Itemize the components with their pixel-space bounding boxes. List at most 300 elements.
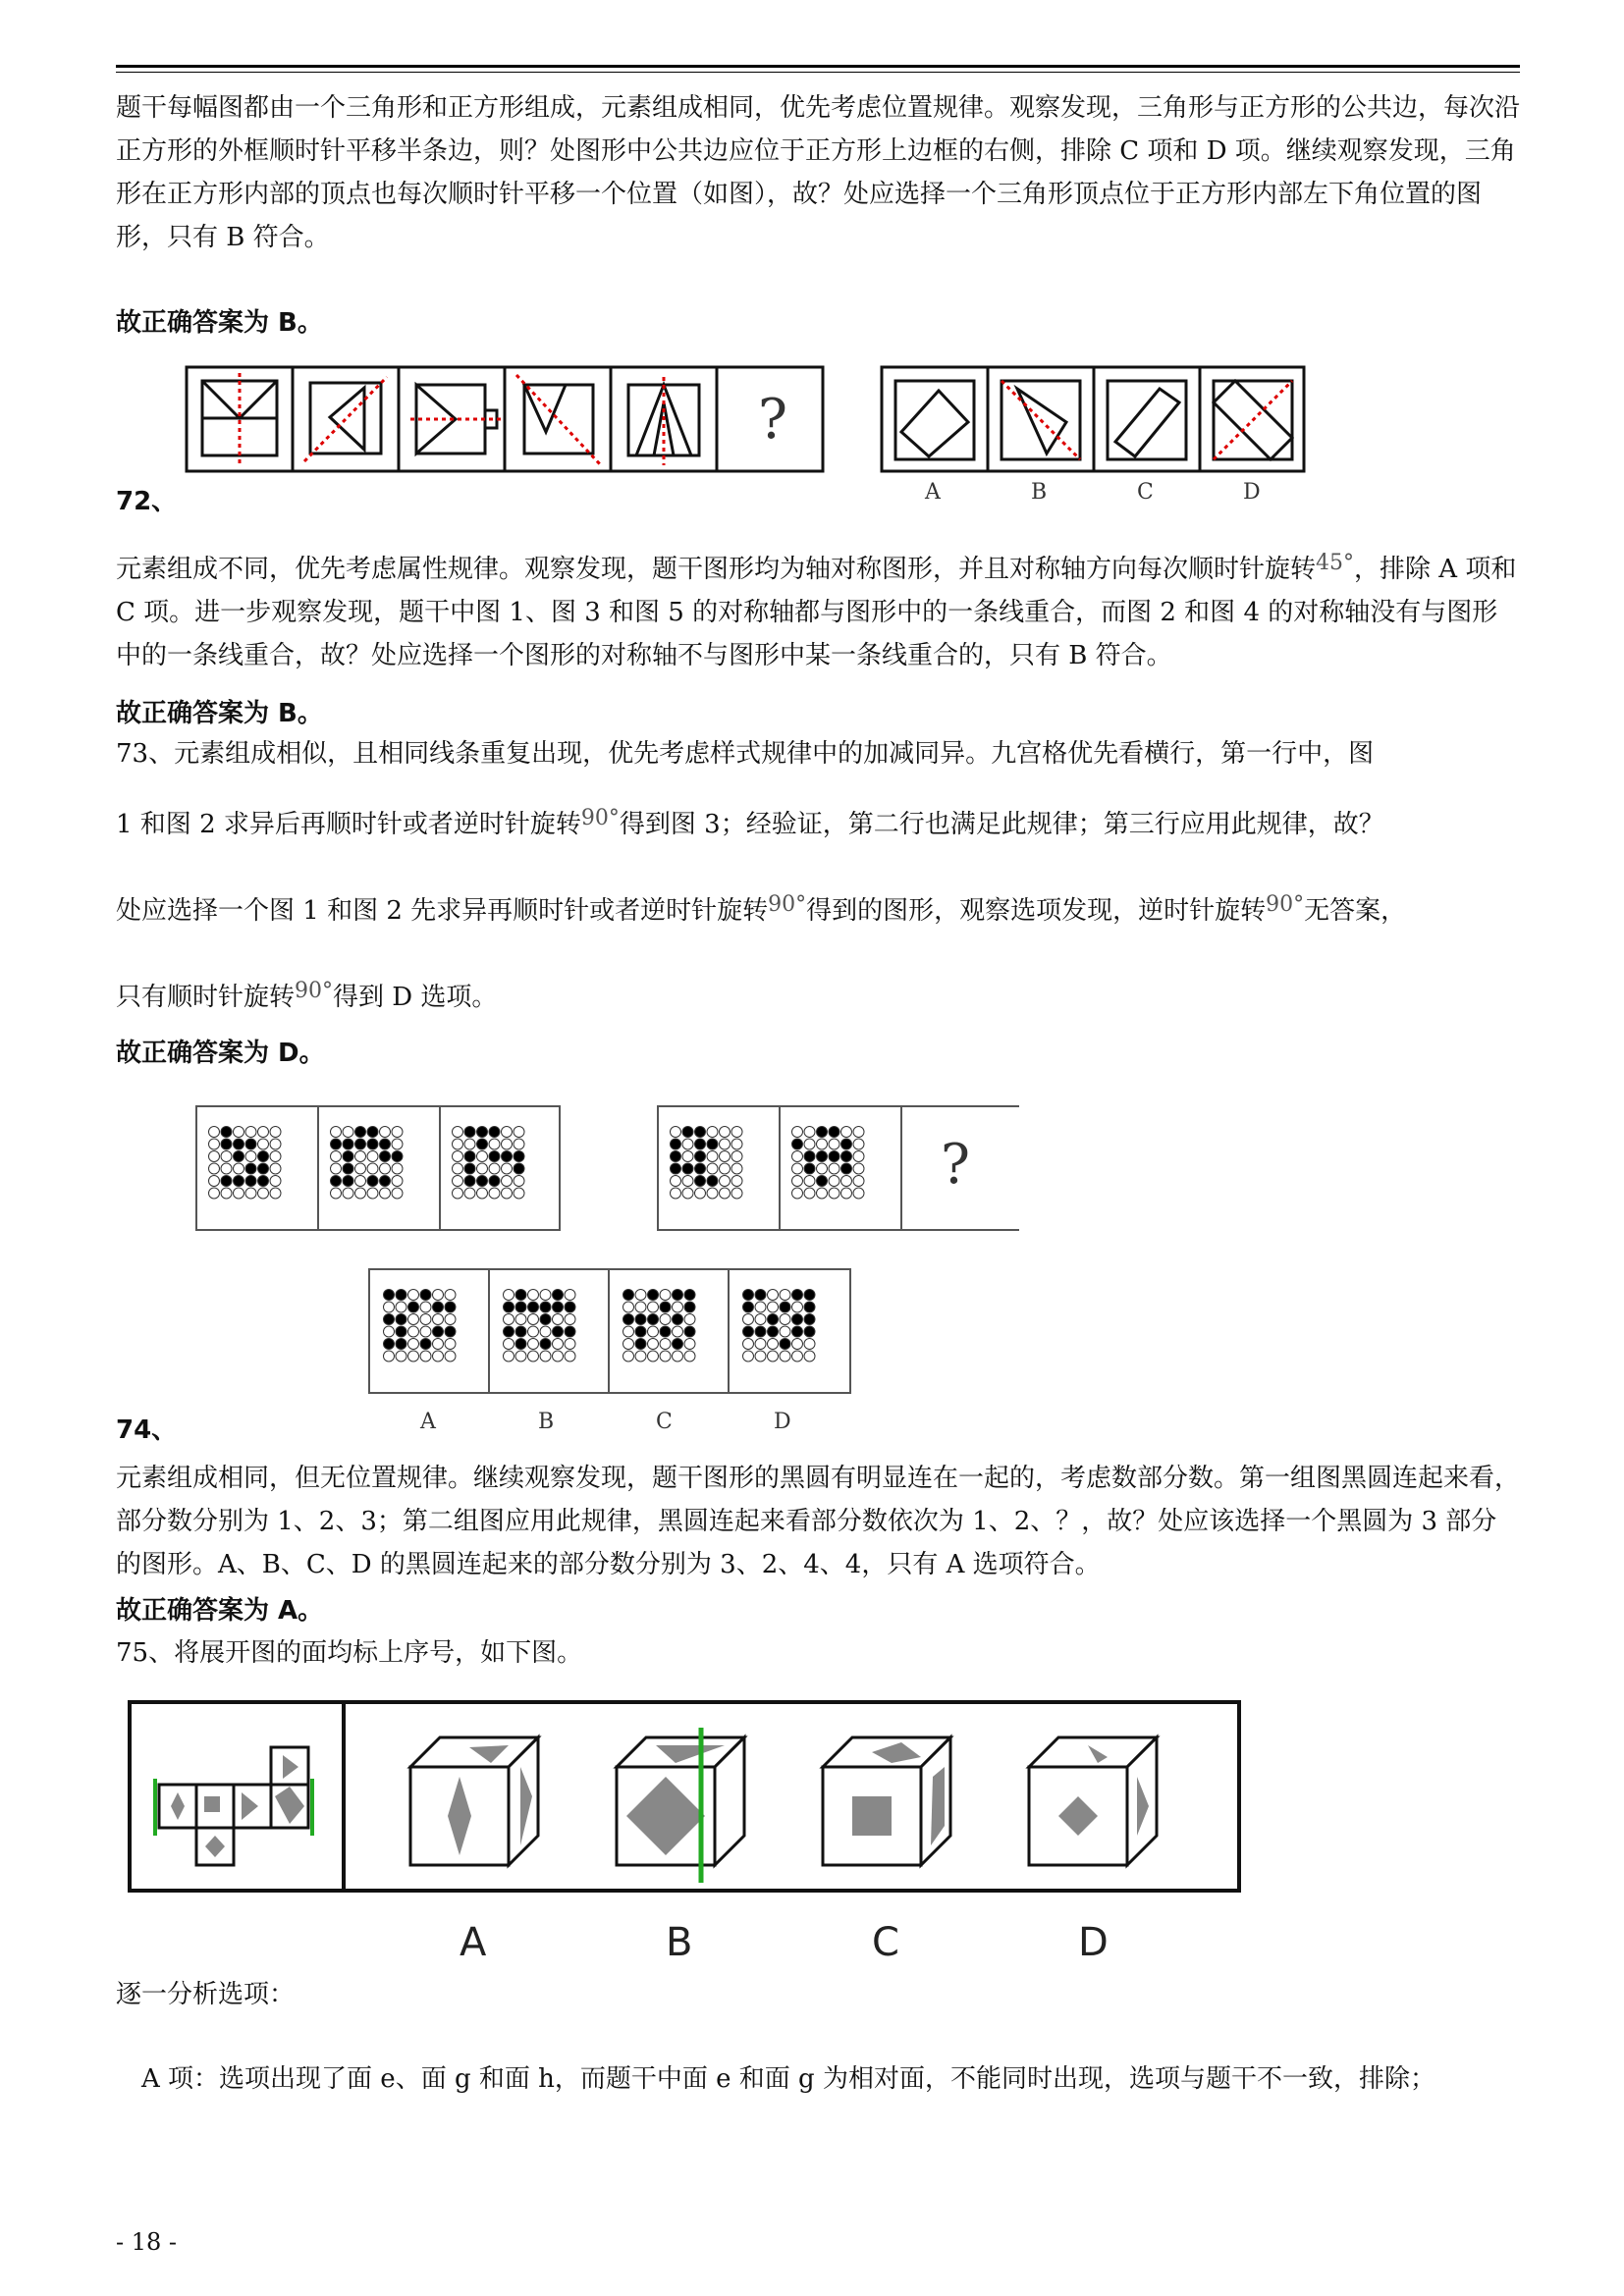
grid-dot	[780, 1339, 790, 1350]
grid-dot	[853, 1127, 864, 1138]
grid-dot	[565, 1351, 575, 1362]
q72-degree: 45°	[1316, 551, 1355, 575]
grid-dot	[270, 1151, 281, 1162]
grid-dot	[502, 1139, 513, 1149]
grid-dot	[367, 1163, 378, 1174]
grid-dot	[355, 1176, 366, 1187]
grid-dot	[221, 1176, 232, 1187]
answer-q73: 故正确答案为 D。	[116, 1039, 325, 1068]
grid-dot	[270, 1163, 281, 1174]
grid-dot	[445, 1290, 456, 1301]
grid-dot	[635, 1290, 646, 1301]
grid-dot	[209, 1163, 220, 1174]
grid-dot	[502, 1151, 513, 1162]
grid-dot	[540, 1351, 551, 1362]
grid-dot	[707, 1176, 718, 1187]
q72-option-a: A	[925, 480, 941, 505]
grid-dot	[464, 1163, 475, 1174]
grid-dot	[489, 1127, 500, 1138]
grid-dot	[792, 1339, 803, 1350]
grid-dot	[477, 1163, 488, 1174]
grid-dot	[768, 1314, 779, 1325]
grid-dot	[453, 1151, 463, 1162]
grid-dot	[755, 1326, 766, 1337]
grid-dot	[453, 1139, 463, 1149]
grid-dot	[553, 1314, 564, 1325]
grid-dot	[504, 1326, 514, 1337]
grid-dot	[464, 1176, 475, 1187]
grid-dot	[743, 1326, 754, 1337]
grid-dot	[804, 1339, 815, 1350]
q73-option-c: C	[656, 1410, 673, 1434]
grid-dot	[515, 1290, 526, 1301]
grid-dot	[792, 1314, 803, 1325]
grid-dot	[504, 1351, 514, 1362]
grid-dot	[477, 1176, 488, 1187]
grid-dot	[684, 1351, 695, 1362]
grid-dot	[331, 1163, 342, 1174]
grid-dot	[768, 1290, 779, 1301]
grid-dot	[258, 1127, 269, 1138]
grid-dot	[433, 1290, 444, 1301]
grid-dot	[408, 1326, 419, 1337]
q75-option-a: A	[460, 1920, 487, 1965]
grid-dot	[380, 1151, 391, 1162]
grid-dot	[270, 1176, 281, 1187]
grid-dot	[804, 1139, 815, 1149]
grid-dot	[673, 1351, 683, 1362]
grid-dot	[258, 1139, 269, 1149]
figure-q72	[183, 363, 1312, 510]
grid-dot	[489, 1151, 500, 1162]
grid-dot	[453, 1176, 463, 1187]
grid-dot	[565, 1302, 575, 1312]
grid-dot	[384, 1326, 395, 1337]
grid-dot	[792, 1351, 803, 1362]
q73-l2-a: 1 和图 2 求异后再顺时针或者逆时针旋转	[116, 810, 581, 839]
grid-dot	[673, 1290, 683, 1301]
grid-dot	[707, 1188, 718, 1199]
grid-dot	[540, 1314, 551, 1325]
grid-dot	[804, 1290, 815, 1301]
grid-dot	[343, 1188, 353, 1199]
grid-dot	[408, 1302, 419, 1312]
grid-dot	[355, 1188, 366, 1199]
grid-dot	[392, 1163, 403, 1174]
grid-dot	[540, 1302, 551, 1312]
grid-dot	[245, 1163, 256, 1174]
grid-dot	[433, 1326, 444, 1337]
grid-dot	[660, 1290, 671, 1301]
grid-dot	[829, 1163, 839, 1174]
grid-dot	[623, 1302, 634, 1312]
grid-dot	[648, 1314, 659, 1325]
grid-dot	[234, 1163, 244, 1174]
grid-dot	[209, 1139, 220, 1149]
grid-dot	[695, 1163, 706, 1174]
q73-l3-b: 得到的图形，观察选项发现，逆时针旋转	[806, 896, 1267, 926]
grid-dot	[343, 1139, 353, 1149]
grid-dot	[660, 1302, 671, 1312]
grid-dot	[270, 1139, 281, 1149]
grid-dot	[682, 1151, 693, 1162]
paragraph-q71-explanation: 题干每幅图都由一个三角形和正方形组成，元素组成相同，优先考虑位置规律。观察发现，三角形与正方形的公共边，每次沿正方形的外框顺时针平移半条边，则？处图形中公共边应位于正方形上边框的右侧，排除 C 项和 D 项。继续观察发现，三角形在正方形内部的顶点也每次顺时针平移一个位置（如图），故？处应选择一个三角形顶点位于正方形内部左下角位置的图形，只有 B 符合。	[116, 93, 1521, 252]
grid-dot	[804, 1163, 815, 1174]
grid-dot	[433, 1314, 444, 1325]
grid-dot	[396, 1314, 406, 1325]
grid-dot	[258, 1151, 269, 1162]
figure-q73	[194, 1104, 1019, 1438]
grid-dot	[515, 1326, 526, 1337]
grid-dot	[408, 1339, 419, 1350]
q75-option-d: D	[1078, 1920, 1109, 1965]
grid-dot	[384, 1314, 395, 1325]
grid-dot	[420, 1326, 431, 1337]
grid-dot	[648, 1290, 659, 1301]
paragraph-q73-line3	[116, 883, 1520, 933]
grid-dot	[343, 1151, 353, 1162]
grid-dot	[755, 1339, 766, 1350]
q72-options	[882, 367, 1304, 471]
grid-dot	[234, 1188, 244, 1199]
grid-dot	[420, 1302, 431, 1312]
q73-degree-3: 90°	[1266, 892, 1305, 917]
grid-dot	[343, 1127, 353, 1138]
answer-q72: 故正确答案为 B。	[116, 699, 323, 728]
grid-dot	[514, 1188, 524, 1199]
grid-dot	[565, 1290, 575, 1301]
grid-dot	[515, 1339, 526, 1350]
grid-dot	[258, 1176, 269, 1187]
grid-dot	[720, 1127, 731, 1138]
grid-dot	[343, 1176, 353, 1187]
grid-dot	[768, 1351, 779, 1362]
grid-dot	[396, 1326, 406, 1337]
grid-dot	[853, 1163, 864, 1174]
grid-dot	[684, 1326, 695, 1337]
grid-dot	[234, 1151, 244, 1162]
grid-dot	[528, 1351, 539, 1362]
grid-dot	[270, 1127, 281, 1138]
grid-dot	[695, 1151, 706, 1162]
grid-dot	[684, 1302, 695, 1312]
grid-dot	[853, 1151, 864, 1162]
grid-dot	[384, 1351, 395, 1362]
paragraph-q73-line4	[116, 970, 1520, 1019]
grid-dot	[540, 1290, 551, 1301]
grid-dot	[234, 1139, 244, 1149]
grid-dot	[792, 1188, 803, 1199]
grid-dot	[209, 1151, 220, 1162]
question-number-74: 74、	[116, 1415, 178, 1445]
grid-dot	[420, 1339, 431, 1350]
grid-dot	[731, 1176, 742, 1187]
q73-l4-a: 只有顺时针旋转	[116, 983, 296, 1012]
grid-dot	[408, 1351, 419, 1362]
grid-dot	[453, 1127, 463, 1138]
grid-dot	[707, 1139, 718, 1149]
grid-dot	[635, 1302, 646, 1312]
grid-dot	[489, 1176, 500, 1187]
grid-dot	[408, 1290, 419, 1301]
grid-dot	[221, 1163, 232, 1174]
grid-dot	[648, 1339, 659, 1350]
grid-dot	[367, 1139, 378, 1149]
grid-dot	[841, 1151, 852, 1162]
grid-dot	[528, 1314, 539, 1325]
q73-l3-c: 无答案，	[1304, 896, 1407, 926]
grid-dot	[743, 1314, 754, 1325]
grid-dot	[682, 1127, 693, 1138]
grid-dot	[780, 1302, 790, 1312]
q72-text-b: ，排除 A 项和 C 项。进一步观察发现，题干中图 1、图 3 和图 5 的对称轴都与图形中的一条线重合，而图 2 和图 4 的对称轴没有与图形中的一条线重合，故？处应选择一个图形的对称轴不与图形中某一条线重合的，只有 B 符合。	[116, 555, 1517, 670]
answer-q74: 故正确答案为 A。	[116, 1596, 324, 1626]
grid-dot	[209, 1188, 220, 1199]
grid-dot	[331, 1176, 342, 1187]
grid-dot	[445, 1326, 456, 1337]
grid-dot	[445, 1351, 456, 1362]
grid-dot	[660, 1314, 671, 1325]
grid-dot	[445, 1314, 456, 1325]
grid-dot	[464, 1139, 475, 1149]
grid-dot	[367, 1151, 378, 1162]
grid-dot	[648, 1302, 659, 1312]
grid-dot	[707, 1163, 718, 1174]
grid-dot	[673, 1302, 683, 1312]
q73-option-b: B	[538, 1410, 555, 1434]
grid-dot	[684, 1314, 695, 1325]
grid-dot	[804, 1151, 815, 1162]
grid-dot	[355, 1127, 366, 1138]
grid-dot	[528, 1302, 539, 1312]
grid-dot	[245, 1176, 256, 1187]
grid-dot	[780, 1290, 790, 1301]
grid-dot	[768, 1339, 779, 1350]
grid-dot	[553, 1339, 564, 1350]
grid-dot	[695, 1188, 706, 1199]
grid-dot	[221, 1188, 232, 1199]
answer-q71: 故正确答案为 B。	[116, 308, 323, 338]
grid-dot	[433, 1339, 444, 1350]
grid-dot	[695, 1127, 706, 1138]
grid-dot	[502, 1188, 513, 1199]
grid-dot	[477, 1127, 488, 1138]
grid-dot	[720, 1139, 731, 1149]
grid-dot	[623, 1326, 634, 1337]
grid-dot	[515, 1302, 526, 1312]
grid-dot	[623, 1314, 634, 1325]
grid-dot	[731, 1163, 742, 1174]
grid-dot	[234, 1176, 244, 1187]
q72-option-c: C	[1137, 480, 1154, 505]
grid-dot	[380, 1127, 391, 1138]
grid-dot	[768, 1326, 779, 1337]
paragraph-q75-analysis-intro: 逐一分析选项：	[116, 1980, 296, 2009]
paragraph-q72-explanation	[116, 542, 1520, 677]
grid-dot	[635, 1326, 646, 1337]
grid-dot	[743, 1351, 754, 1362]
q72-option-d: D	[1243, 480, 1261, 505]
header-rule	[116, 65, 1520, 68]
grid-dot	[792, 1139, 803, 1149]
grid-dot	[445, 1302, 456, 1312]
paragraph-q74-explanation: 元素组成相同，但无位置规律。继续观察发现，题干图形的黑圆有明显连在一起的，考虑数部分数。第一组图黑圆连起来看，部分数分别为 1、2、3；第二组图应用此规律，黑圆连起来看部分数依次为 1、2、？，故？处应该选择一个黑圆为 3 部分的图形。A、B、C、D 的黑圆连起来的部分数分别为 3、2、4、4，只有 A 选项符合。	[116, 1464, 1521, 1579]
grid-dot	[392, 1151, 403, 1162]
paragraph-q75-option-a: A 项：选项出现了面 e、面 g 和面 h，而题干中面 e 和面 g 为相对面，不能同时出现，选项与题干不一致，排除；	[141, 2064, 1435, 2094]
grid-dot	[453, 1188, 463, 1199]
grid-dot	[540, 1339, 551, 1350]
grid-dot	[720, 1151, 731, 1162]
grid-dot	[660, 1326, 671, 1337]
q73-l2-b: 得到图 3；经验证，第二行也满足此规律；第三行应用此规律，故？	[619, 810, 1384, 839]
grid-dot	[853, 1188, 864, 1199]
grid-dot	[477, 1151, 488, 1162]
grid-dot	[384, 1302, 395, 1312]
grid-dot	[489, 1163, 500, 1174]
q72-question-mark: ?	[758, 388, 788, 452]
grid-dot	[671, 1139, 681, 1149]
grid-dot	[367, 1176, 378, 1187]
grid-dot	[565, 1314, 575, 1325]
grid-dot	[502, 1176, 513, 1187]
grid-dot	[464, 1151, 475, 1162]
q73-degree-1: 90°	[580, 806, 620, 830]
grid-dot	[384, 1290, 395, 1301]
grid-dot	[515, 1314, 526, 1325]
grid-dot	[804, 1176, 815, 1187]
grid-dot	[270, 1188, 281, 1199]
grid-dot	[660, 1339, 671, 1350]
grid-dot	[433, 1351, 444, 1362]
grid-dot	[829, 1127, 839, 1138]
grid-dot	[489, 1139, 500, 1149]
grid-dot	[682, 1163, 693, 1174]
q73-l4-b: 得到 D 选项。	[333, 983, 498, 1012]
grid-dot	[792, 1290, 803, 1301]
grid-dot	[331, 1127, 342, 1138]
grid-dot	[420, 1290, 431, 1301]
grid-dot	[648, 1351, 659, 1362]
grid-dot	[817, 1188, 828, 1199]
grid-dot	[367, 1188, 378, 1199]
grid-dot	[528, 1326, 539, 1337]
grid-dot	[720, 1176, 731, 1187]
grid-dot	[396, 1339, 406, 1350]
grid-dot	[635, 1339, 646, 1350]
grid-dot	[671, 1151, 681, 1162]
grid-dot	[673, 1339, 683, 1350]
grid-dot	[817, 1151, 828, 1162]
grid-dot	[623, 1290, 634, 1301]
grid-dot	[731, 1127, 742, 1138]
grid-dot	[673, 1326, 683, 1337]
grid-dot	[841, 1163, 852, 1174]
grid-dot	[355, 1139, 366, 1149]
grid-dot	[514, 1163, 524, 1174]
grid-dot	[780, 1314, 790, 1325]
grid-dot	[514, 1127, 524, 1138]
grid-dot	[209, 1127, 220, 1138]
grid-dot	[755, 1290, 766, 1301]
grid-dot	[504, 1302, 514, 1312]
grid-dot	[695, 1176, 706, 1187]
grid-dot	[464, 1127, 475, 1138]
grid-dot	[565, 1339, 575, 1350]
grid-dot	[355, 1151, 366, 1162]
grid-dot	[528, 1339, 539, 1350]
paragraph-q75-intro: 75、将展开图的面均标上序号，如下图。	[116, 1638, 583, 1668]
q75-option-c: C	[872, 1920, 899, 1965]
q72-option-b: B	[1031, 480, 1048, 505]
grid-dot	[804, 1127, 815, 1138]
grid-dot	[392, 1139, 403, 1149]
grid-dot	[234, 1127, 244, 1138]
grid-dot	[514, 1176, 524, 1187]
q72-stem-sequence	[187, 367, 823, 471]
grid-dot	[221, 1151, 232, 1162]
grid-dot	[755, 1302, 766, 1312]
grid-dot	[396, 1351, 406, 1362]
grid-dot	[743, 1339, 754, 1350]
grid-dot	[477, 1188, 488, 1199]
header-rule-thin	[116, 72, 1520, 73]
grid-dot	[853, 1176, 864, 1187]
question-number-72: 72、	[116, 487, 178, 516]
grid-dot	[380, 1176, 391, 1187]
grid-dot	[258, 1163, 269, 1174]
q73-question-mark: ?	[941, 1133, 971, 1197]
grid-dot	[245, 1188, 256, 1199]
grid-dot	[780, 1326, 790, 1337]
figure-q75	[126, 1698, 1245, 1973]
grid-dot	[660, 1351, 671, 1362]
q72-text-a: 元素组成不同，优先考虑属性规律。观察发现，题干图形均为轴对称图形，并且对称轴方向每次顺时针旋转	[116, 555, 1317, 584]
grid-dot	[331, 1188, 342, 1199]
grid-dot	[343, 1163, 353, 1174]
grid-dot	[792, 1176, 803, 1187]
grid-dot	[221, 1139, 232, 1149]
grid-dot	[245, 1127, 256, 1138]
grid-dot	[707, 1151, 718, 1162]
grid-dot	[804, 1351, 815, 1362]
grid-dot	[623, 1339, 634, 1350]
grid-dot	[817, 1127, 828, 1138]
grid-dot	[707, 1127, 718, 1138]
grid-dot	[648, 1326, 659, 1337]
grid-dot	[673, 1314, 683, 1325]
grid-dot	[258, 1188, 269, 1199]
grid-dot	[553, 1351, 564, 1362]
grid-dot	[829, 1151, 839, 1162]
grid-dot	[792, 1302, 803, 1312]
grid-dot	[623, 1351, 634, 1362]
grid-dot	[380, 1163, 391, 1174]
grid-dot	[768, 1302, 779, 1312]
q75-option-b: B	[666, 1920, 693, 1965]
grid-dot	[829, 1176, 839, 1187]
grid-dot	[392, 1127, 403, 1138]
grid-dot	[720, 1163, 731, 1174]
grid-dot	[565, 1326, 575, 1337]
grid-dot	[804, 1314, 815, 1325]
grid-dot	[331, 1139, 342, 1149]
grid-dot	[489, 1188, 500, 1199]
grid-dot	[504, 1290, 514, 1301]
grid-dot	[731, 1139, 742, 1149]
grid-dot	[514, 1139, 524, 1149]
grid-dot	[720, 1188, 731, 1199]
grid-dot	[853, 1139, 864, 1149]
